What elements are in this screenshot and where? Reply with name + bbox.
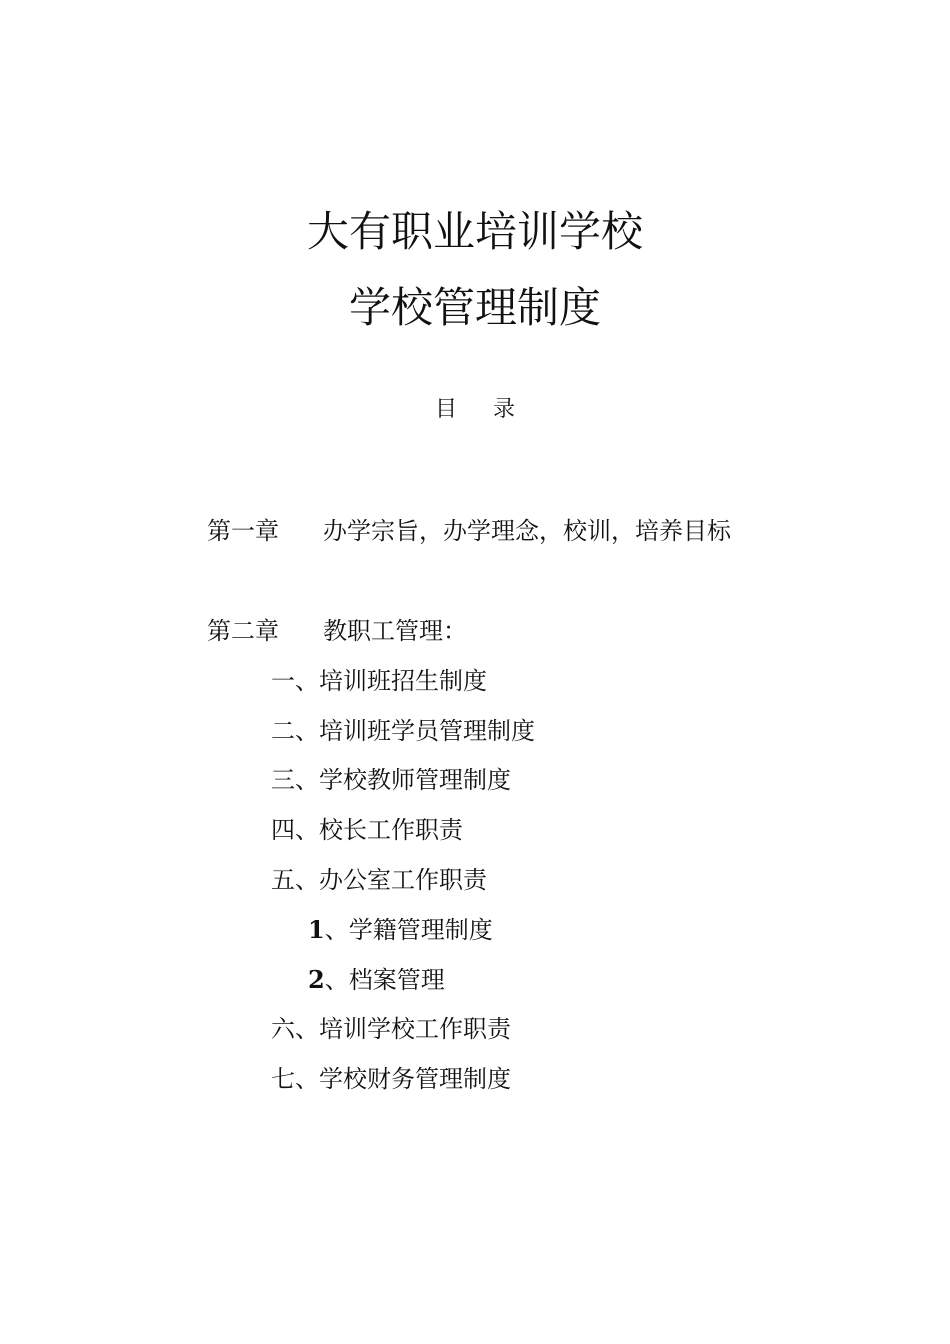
chapter-number: 第一章 — [207, 517, 279, 545]
toc-subitem — [308, 965, 445, 995]
subitem-text: 、学籍管理制度 — [324, 916, 493, 944]
subitem-number: 1 — [308, 915, 325, 944]
toc-item: 五、办公室工作职责 — [271, 866, 487, 894]
toc-item: 二、培训班学员管理制度 — [271, 717, 535, 745]
document-title-regulations: 学校管理制度 — [348, 283, 601, 332]
subitem-text: 、档案管理 — [324, 966, 445, 994]
chapter-title: 办学宗旨，办学理念，校训，培养目标 — [323, 517, 731, 545]
chapter-number: 第二章 — [207, 617, 279, 645]
document-title-school-name: 大有职业培训学校 — [306, 207, 643, 256]
toc-item: 三、学校教师管理制度 — [271, 766, 511, 794]
chapter-title: 教职工管理： — [323, 617, 467, 645]
subitem-number: 2 — [308, 965, 325, 994]
toc-chapter-1 — [207, 516, 731, 546]
toc-item: 一、培训班招生制度 — [271, 667, 487, 695]
toc-chapter-2 — [207, 616, 467, 646]
toc-item: 四、校长工作职责 — [271, 816, 463, 844]
toc-item: 七、学校财务管理制度 — [271, 1065, 511, 1093]
toc-heading: 目录 — [434, 397, 551, 422]
toc-subitem — [308, 915, 493, 945]
toc-item: 六、培训学校工作职责 — [271, 1015, 511, 1043]
